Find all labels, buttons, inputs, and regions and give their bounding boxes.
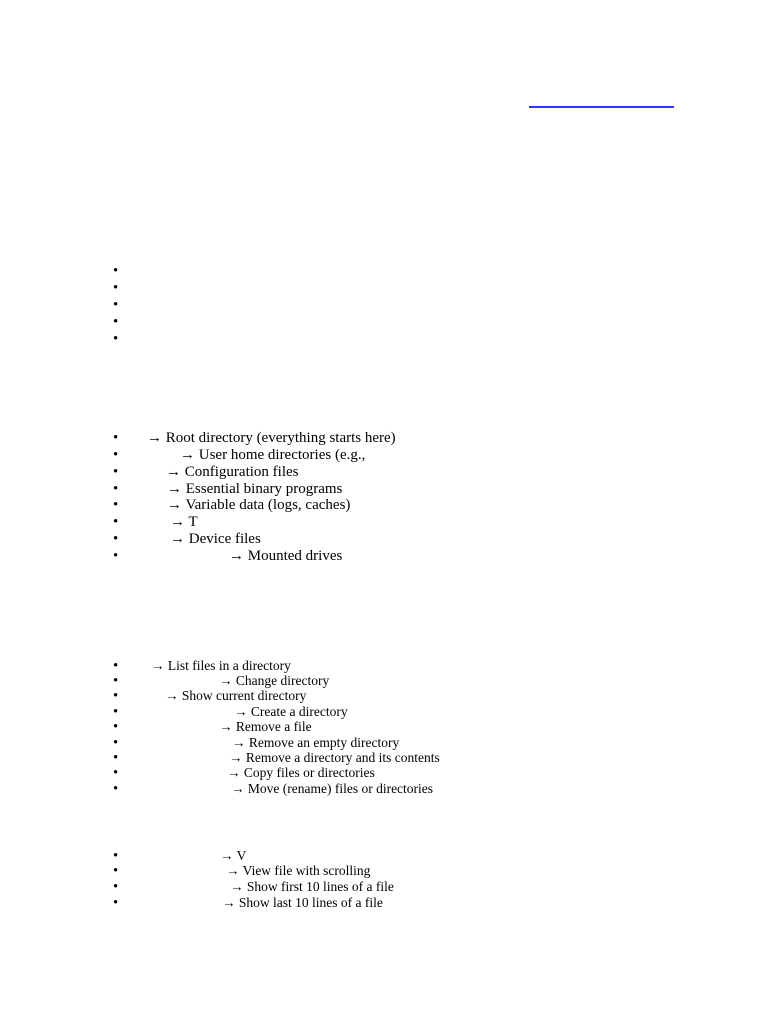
bullet-icon: • xyxy=(113,297,119,313)
bullet-icon: • xyxy=(113,719,119,735)
list-item-text: → Essential binary programs xyxy=(167,481,343,497)
list-item-text: → Remove a directory and its contents xyxy=(229,750,440,765)
list-item-text: → List files in a directory xyxy=(151,658,291,673)
list-item-text: → Move (rename) files or directories xyxy=(231,781,434,796)
bullet-icon: • xyxy=(113,514,119,530)
list-item-text: → View file with scrolling xyxy=(226,863,371,878)
list-item-text: → Mounted drives xyxy=(229,548,343,564)
list-item-text: → Create a directory xyxy=(234,704,348,719)
bullet-icon: • xyxy=(113,548,119,564)
bullet-icon: • xyxy=(113,430,119,446)
bullet-icon: • xyxy=(113,464,119,480)
bullet-icon: • xyxy=(113,314,119,330)
bullet-icon: • xyxy=(113,781,119,797)
bullet-icon: • xyxy=(113,531,119,547)
list-item-text: → T xyxy=(170,514,198,530)
list-item-text: → Show current directory xyxy=(165,688,307,703)
bullet-icon: • xyxy=(113,673,119,689)
bullet-icon: • xyxy=(113,263,119,279)
bullet-icon: • xyxy=(113,895,119,911)
list-item-text: → Device files xyxy=(170,531,261,547)
bullet-icon: • xyxy=(113,481,119,497)
list-item-text: → Copy files or directories xyxy=(227,765,375,780)
list-item-text: → Show last 10 lines of a file xyxy=(222,895,383,910)
list-item-text: → Configuration files xyxy=(166,464,299,480)
bullet-icon: • xyxy=(113,688,119,704)
bullet-icon: • xyxy=(113,704,119,720)
list-item-text: → V xyxy=(220,848,247,863)
list-item-text: → Remove a file xyxy=(219,719,312,734)
list-item-text: → Root directory (everything starts here) xyxy=(147,430,396,446)
list-item-text: → User home directories (e.g., xyxy=(180,447,366,463)
bullet-icon: • xyxy=(113,447,119,463)
list-item-text: → Change directory xyxy=(219,673,330,688)
list-item-text: → Variable data (logs, caches) xyxy=(167,497,351,513)
list-item-text: → Remove an empty directory xyxy=(232,735,400,750)
bullet-icon: • xyxy=(113,863,119,879)
bullet-icon: • xyxy=(113,735,119,751)
bullet-icon: • xyxy=(113,280,119,296)
bullet-icon: • xyxy=(113,497,119,513)
hyperlink-underline[interactable] xyxy=(529,106,674,108)
bullet-icon: • xyxy=(113,879,119,895)
list-item-text: → Show first 10 lines of a file xyxy=(230,879,394,894)
bullet-icon: • xyxy=(113,848,119,864)
bullet-icon: • xyxy=(113,331,119,347)
bullet-icon: • xyxy=(113,658,119,674)
bullet-icon: • xyxy=(113,750,119,766)
bullet-icon: • xyxy=(113,765,119,781)
